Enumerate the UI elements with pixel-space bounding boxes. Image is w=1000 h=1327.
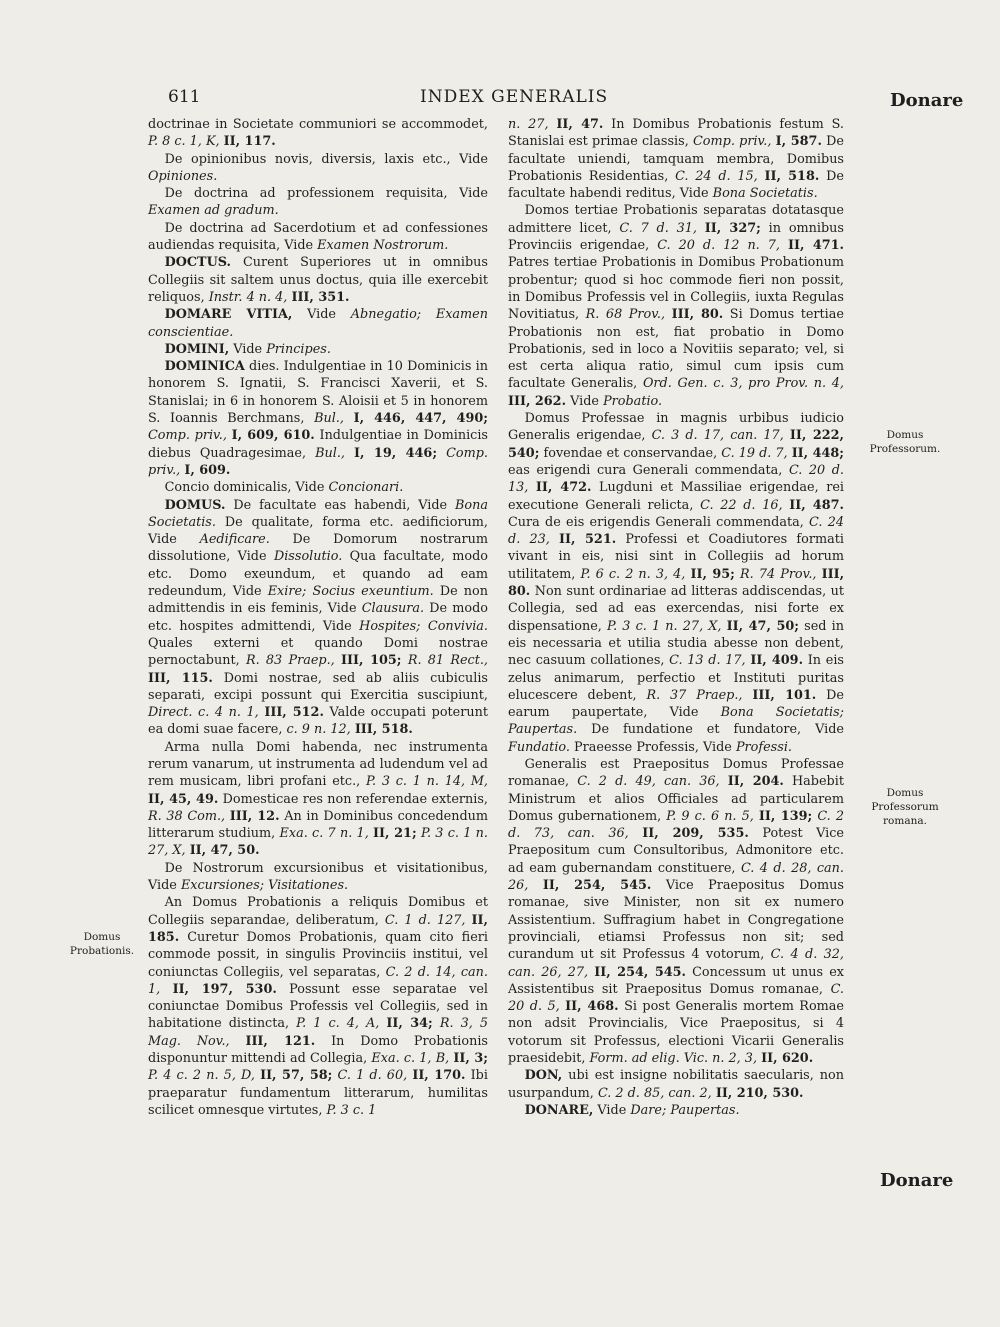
index-entry: DON, ubi est insigne nobilitatis saecularis, non usurpandum, C. 2 d. 85, can. 2, II, 210, 530. bbox=[508, 1068, 844, 1101]
index-entry: Arma nulla Domi habenda, nec instrumenta rerum vanarum, ut instrumenta ad ludendum vel ad rem musicam, libri profani etc., P. 3 c. 1 n. 14, M, II, 45, 49. Domesticae res non referendae externis, R. 38 Com., III, 12. An in Dominibus concedendum litterarum studium, Exa. c. 7 n. 1, II, 21; P. 3 c. 1 n. 27, X, II, 47, 50. bbox=[148, 739, 489, 859]
index-entry: De doctrina ad professionem requisita, Vide Examen ad gradum. bbox=[148, 186, 488, 219]
index-entry: Generalis est Praepositus Domus Professae romanae, C. 2 d. 49, can. 36, II, 204. Habebit Ministrum et alios Officiales ad particularem Domus gubernationem, P. 9 c. 6 n. 5, II, 139; C. 2 d. 73, can. 36, II, 209, 535. Potest Vice Praepositum cum Consultoribus, Admonitore etc. ad eam gubernandam constituere, C. 4 d. 28, can. 26, II, 254, 545. Vice Praepositus Domus romanae, sive Minister, non sit ex numero Assistentium. Suffragium habet in Congregatione provinciali, etiamsi Professus non sit; sed curandum ut sit Professus 4 votorum, C. 4 d. 32, can. 26, 27, II, 254, 545. Concessum ut unus ex Assistentibus sit Praepositus Domus romanae, C. 20 d. 5, II, 468. Si post Generalis mortem Romae non adsit Provincialis, Vice Praepositus, si 4 votorum sit Professus, electioni Vicarii Generalis praesidebit, Form. ad elig. Vic. n. 2, 3, II, 620. bbox=[508, 756, 844, 1067]
index-entry: An Domus Probationis a reliquis Domibus et Collegiis separandae, deliberatum, C. 1 d. 127, II, 185. Curetur Domos Probationis, quam cito fieri commode possit, in singulis Provinciis institui, vel coniunctas Collegiis, vel separatas, C. 2 d. 14, can. 1, II, 197, 530. Possunt esse separatae vel coniunctae Domibus Professis vel Collegiis, sed in habitatione distincta, P. 1 c. 4, A, II, 34; R. 3, 5 Mag. Nov., III, 121. In Domo Probationis disponuntur mittendi ad Collegia, Exa. c. 1, B, II, 3; P. 4 c. 2 n. 5, D, II, 57, 58; C. 1 d. 60, II, 170. Ibi praeparatur fundamentum litterarum, humilitas scilicet omnesque virtutes, P. 3 c. 1 bbox=[148, 895, 489, 1118]
right-column bbox=[508, 116, 844, 1119]
index-entry: DOCTUS. Curent Superiores ut in omnibus Collegiis sit saltem unus doctus, quia ille exercebit reliquos, Instr. 4 n. 4, III, 351. bbox=[148, 255, 488, 305]
index-entry: De doctrina ad Sacerdotium et ad confessiones audiendas requisita, Vide Examen Nostrorum. bbox=[148, 220, 488, 254]
catchword-bottom: Donare bbox=[880, 1170, 954, 1191]
margin-note-domus-professorum: Domus Professorum. bbox=[869, 429, 941, 455]
index-entry: DOMINICA dies. Indulgentiae in 10 Dominicis in honorem S. Ignatii, S. Francisci Xaverii, et S. Stanislai; in 6 in honorem S. Aloisii et 5 in honorem S. Ioannis Berchmans, Bul., I, 446, 447, 490; Comp. priv., I, 609, 610. Indulgentiae in Dominicis diebus Quadragesimae, Bul., I, 19, 446; Comp. priv., I, 609. bbox=[148, 359, 488, 478]
left-column bbox=[148, 116, 488, 1119]
index-entry: DONARE, Vide Dare; Paupertas. bbox=[524, 1102, 740, 1118]
catchword-top: Donare bbox=[890, 90, 964, 111]
index-entry: De Nostrorum excursionibus et visitationibus, Vide Excursiones; Visitationes. bbox=[148, 860, 488, 894]
index-entry: doctrinae in Societate communiori se accommodet, P. 8 c. 1, K, II, 117. bbox=[148, 117, 488, 150]
index-entry: Domos tertiae Probationis separatas dotatasque admittere licet, C. 7 d. 31, II, 327; in omnibus Provinciis erigendae, C. 20 d. 12 n. 7, II, 471. Patres tertiae Probationis in Domibus Probationum probentur; quod si hoc commode fieri non possit, in Domibus Professis vel in Collegiis, iuxta Regulas Novitiatus, R. 68 Prov., III, 80. Si Domus tertiae Probationis non est, fiat probatio in Domo Probationis, sed in loco a Novitiis separato; vel, si est certa aliqua ratio, simul cum ipsis cum facultate Generalis, Ord. Gen. c. 3, pro Prov. n. 4, III, 262. Vide Probatio. bbox=[508, 203, 844, 409]
index-entry: Domus Professae in magnis urbibus iudicio Generalis erigendae, C. 3 d. 17, can. 17, II, 222, 540; fovendae et conservandae, C. 19 d. 7, II, 448; eas erigendi cura Generali commendata, C. 20 d. 13, II, 472. Lugduni et Massiliae erigendae, rei executione Generali relicta, C. 22 d. 16, II, 487. Cura de eis erigendis Generali commendata, C. 24 d. 23, II, 521. Professi et Coadiutores formati vivant in eis, nisi sint in Collegiis ad horum utilitatem, P. 6 c. 2 n. 3, 4, II, 95; R. 74 Prov., III, 80. Non sunt ordinariae ad litteras addiscendas, ut Collegia, sed ad eas exercendas, nisi forte ex dispensatione, P. 3 c. 1 n. 27, X, II, 47, 50; sed in eis necessaria et utilia studia abesse non debent, nec casuum collationes, C. 13 d. 17, II, 409. In eis zelus animarum, perfectio et Instituti puritas elucescere debent, R. 37 Praep., III, 101. De earum paupertate, Vide Bona Societatis; Paupertas. De fundatione et fundatore, Vide Fundatio. Praeesse Professis, Vide Professi. bbox=[508, 411, 845, 755]
running-title: INDEX GENERALIS bbox=[420, 87, 609, 107]
index-entry: DOMARE VITIA, Vide Abnegatio; Examen conscientiae. bbox=[148, 307, 488, 340]
margin-note-domus-probationis: Domus Probationis. bbox=[69, 931, 135, 957]
index-entry: De opinionibus novis, diversis, laxis etc., Vide Opiniones. bbox=[148, 151, 488, 184]
margin-note-domus-professorum-romana: Domus Professorum romana. bbox=[871, 787, 939, 827]
index-entry: Concio dominicalis, Vide Concionari. bbox=[164, 480, 404, 496]
index-entry: DOMUS. De facultate eas habendi, Vide Bona Societatis. De qualitate, forma etc. aedificiorum, Vide Aedificare. De Domorum nostrarum dissolutione, Vide Dissolutio. Qua facultate, modo etc. Domo exeundum, et quando ad eam redeundum, Vide Exire; Socius exeuntium. De non admittendis in eis feminis, Vide Clausura. De modo etc. hospites admittendi, Vide Hospites; Convivia. Quales externi et quando Domi nostrae pernoctabunt, R. 83 Praep., III, 105; R. 81 Rect., III, 115. Domi nostrae, sed ab aliis cubiculis separati, excipi possunt qui Exercitia suscipiunt, Direct. c. 4 n. 1, III, 512. Valde occupati poterunt ea domi suae facere, c. 9 n. 12, III, 518. bbox=[148, 497, 488, 738]
index-entry: n. 27, II, 47. In Domibus Probationis festum S. Stanislai est primae classis, Comp. priv., I, 587. De facultate uniendi, tamquam membra, Domibus Probationis Residentias, C. 24 d. 15, II, 518. De facultate habendi reditus, Vide Bona Societatis. bbox=[508, 117, 844, 202]
index-entry: DOMINI, Vide Principes. bbox=[164, 341, 331, 357]
page-number: 611 bbox=[168, 87, 201, 107]
